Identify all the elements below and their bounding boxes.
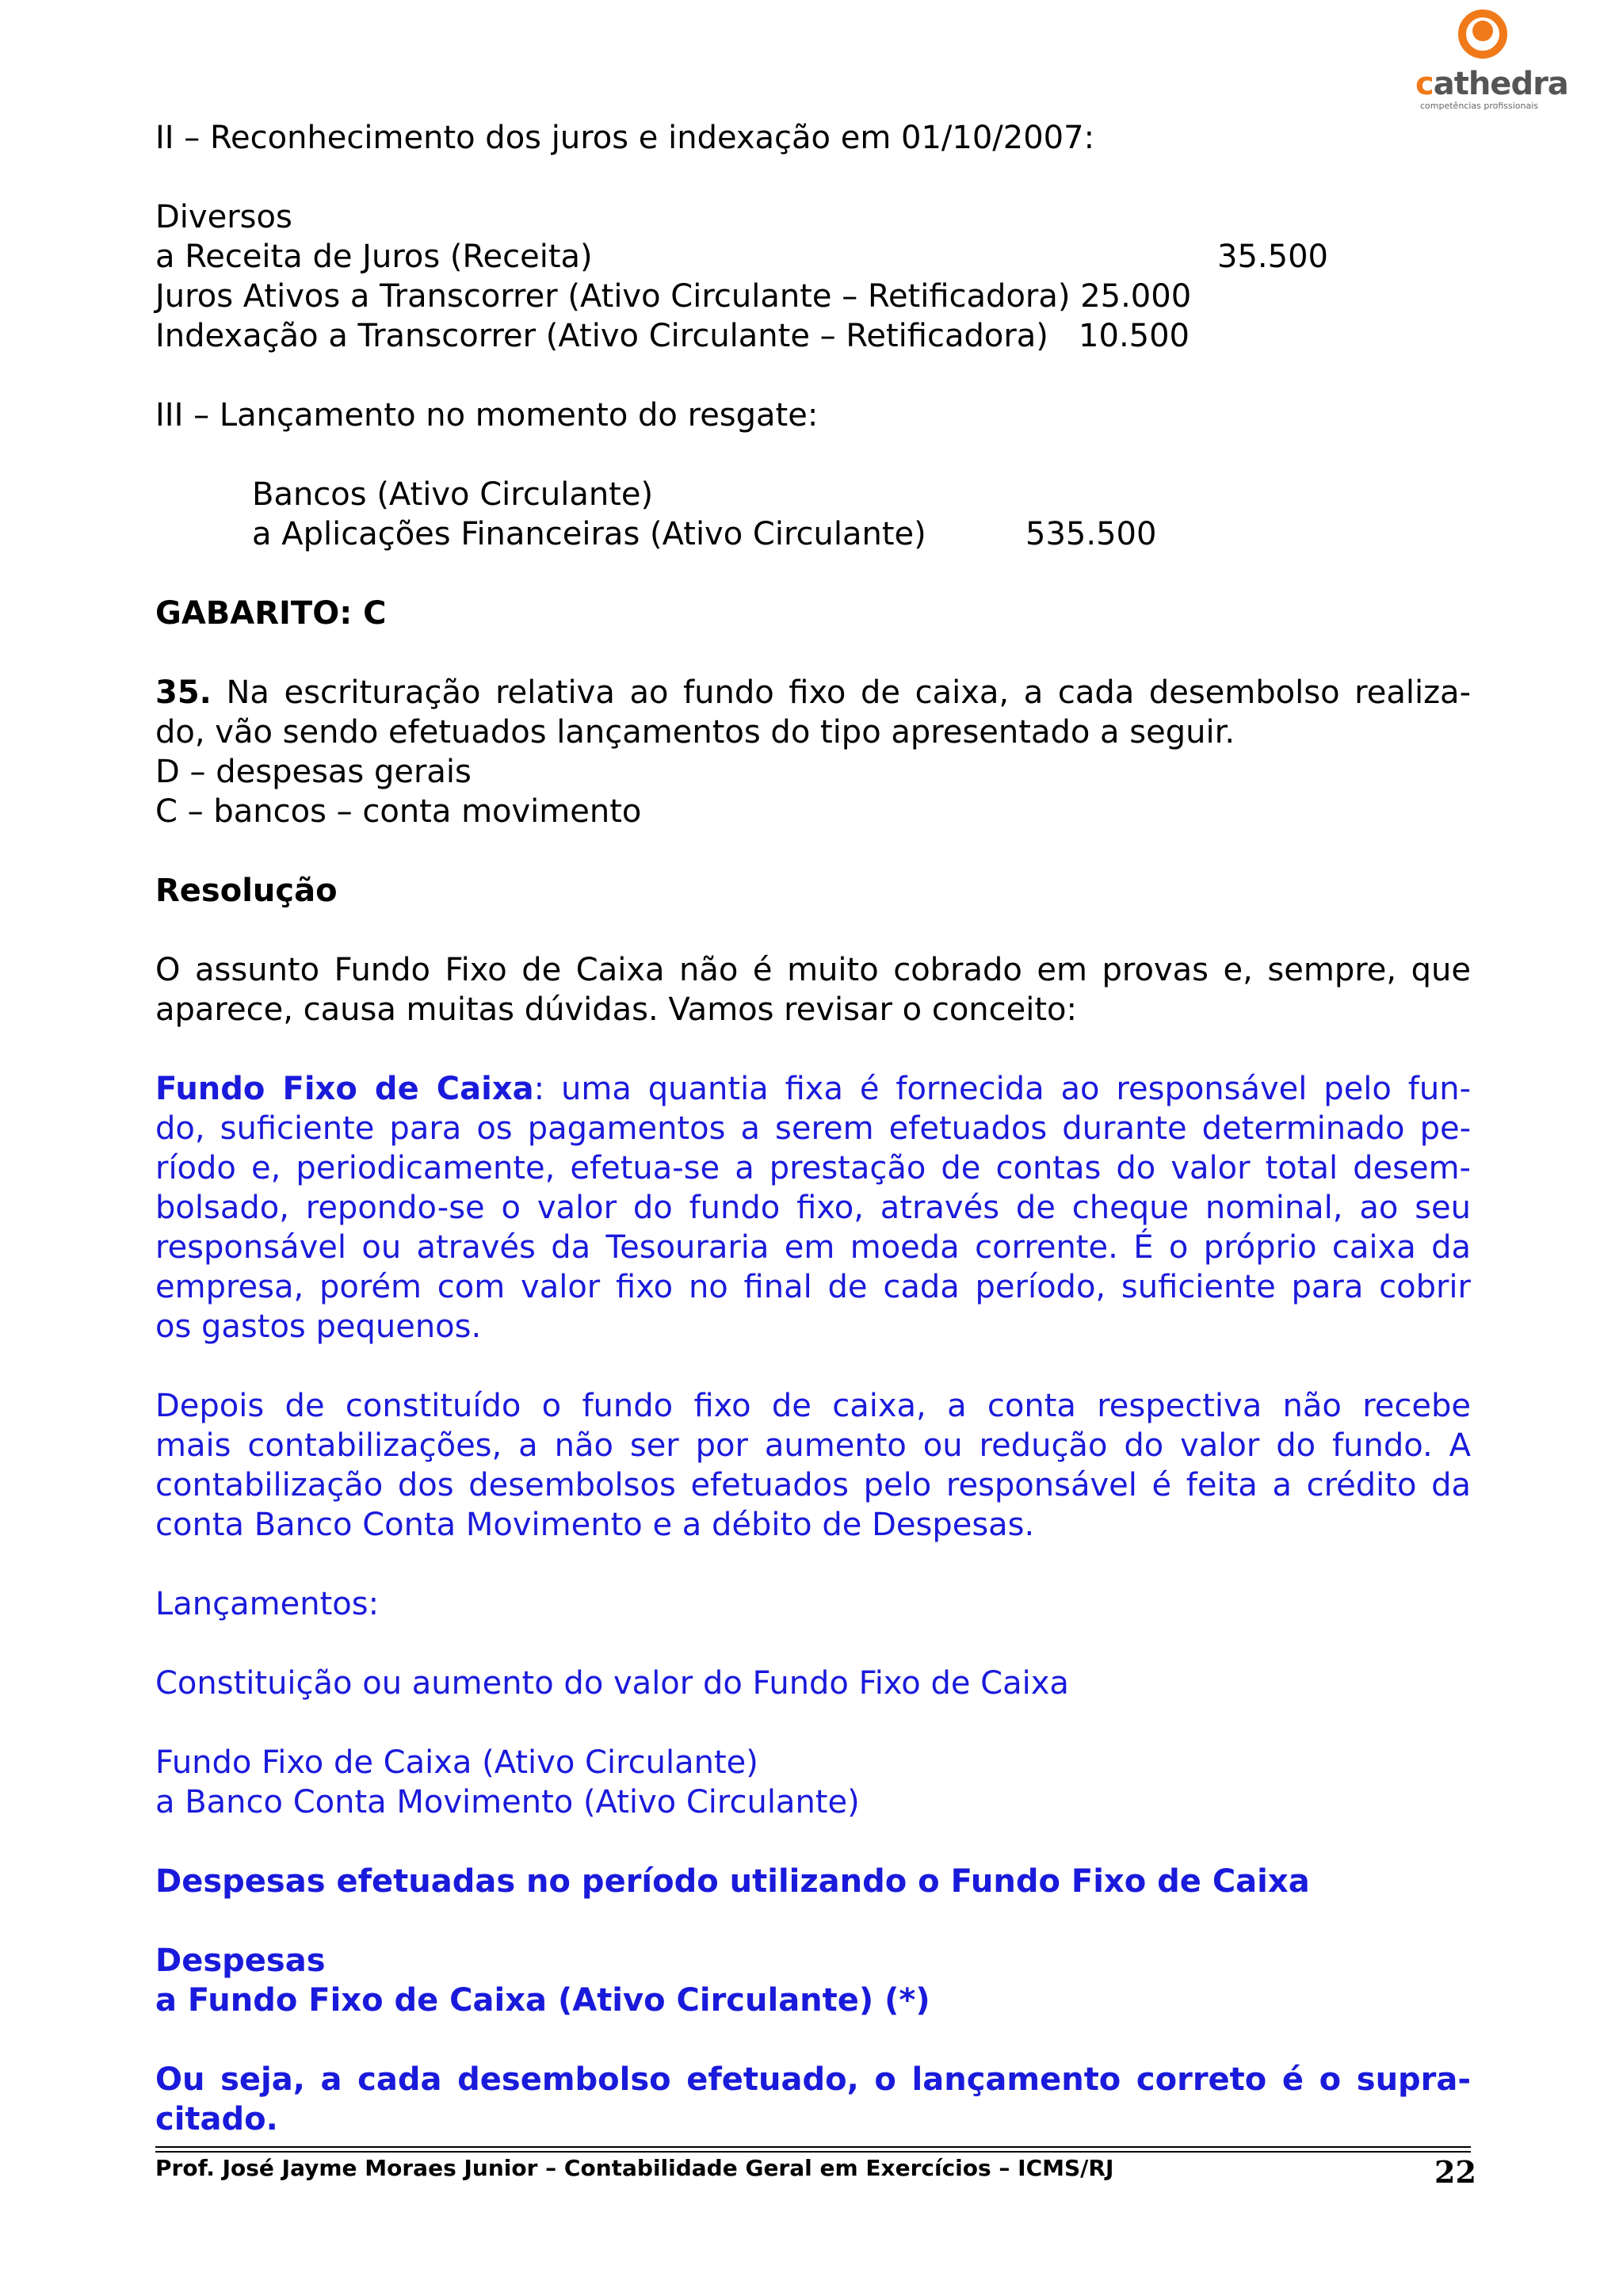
footer-author: Prof. José Jayme Moraes Junior – Contabilidade Geral em Exercícios – ICMS/RJ xyxy=(155,2155,1114,2181)
despesas-debit: Despesas xyxy=(155,1943,326,1979)
ffc-term: Fundo Fixo de Caixa xyxy=(155,1071,534,1107)
question-35-line-1: 35. Na escrituração relativa ao fundo fixo de caixa, a cada desembolso realiza- xyxy=(155,674,1472,711)
entry-indexacao: Indexação a Transcorrer (Ativo Circulante – Retificadora) 10.500 xyxy=(155,318,1190,354)
gabarito: GABARITO: C xyxy=(155,595,387,632)
ffc-definition-line-5: responsável ou através da Tesouraria em moeda corrente. É o próprio caixa da xyxy=(155,1229,1471,1266)
entry-aplicacoes: a Aplicações Financeiras (Ativo Circulante) xyxy=(252,516,926,552)
after-paragraph-line-1: Depois de constituído o fundo fixo de caixa, a conta respectiva não recebe xyxy=(155,1388,1471,1424)
ffc-definition-line-2: do, suficiente para os pagamentos a serem efetuados durante determinado pe- xyxy=(155,1110,1471,1147)
debit-line: D – despesas gerais xyxy=(155,754,472,790)
entry-juros-ativos: Juros Ativos a Transcorrer (Ativo Circulante – Retificadora) 25.000 xyxy=(155,278,1192,315)
constituicao-heading: Constituição ou aumento do valor do Fundo Fixo de Caixa xyxy=(155,1665,1069,1702)
cathedra-logo xyxy=(1415,10,1568,111)
ffc-definition-line-1: Fundo Fixo de Caixa: uma quantia fixa é fornecida ao responsável pelo fun- xyxy=(155,1071,1472,1107)
after-paragraph-line-4: conta Banco Conta Movimento e a débito de Despesas. xyxy=(155,1507,1035,1543)
logo-wordmark: cathedra xyxy=(1415,66,1568,102)
despesas-credit: a Fundo Fixo de Caixa (Ativo Circulante) (*) xyxy=(155,1982,930,2019)
entry-aplicacoes-value: 535.500 xyxy=(1025,516,1157,552)
entry-receita-juros-value: 35.500 xyxy=(1217,239,1328,275)
entry-bancos: Bancos (Ativo Circulante) xyxy=(252,476,654,513)
entry-receita-juros: a Receita de Juros (Receita) xyxy=(155,239,593,275)
question-35-line-2: do, vão sendo efetuados lançamentos do tipo apresentado a seguir. xyxy=(155,714,1235,751)
constituicao-debit: Fundo Fixo de Caixa (Ativo Circulante) xyxy=(155,1744,758,1781)
after-paragraph-line-2: mais contabilizações, a não ser por aumento ou redução do valor do fundo. A xyxy=(155,1427,1471,1464)
page-number: 22 xyxy=(1434,2154,1476,2190)
section-iii-title: III – Lançamento no momento do resgate: xyxy=(155,397,819,434)
intro-line-1: O assunto Fundo Fixo de Caixa não é muito cobrado em provas e, sempre, que xyxy=(155,952,1471,988)
lancamentos-label: Lançamentos: xyxy=(155,1586,380,1622)
constituicao-credit: a Banco Conta Movimento (Ativo Circulante) xyxy=(155,1784,860,1820)
section-ii-title: II – Reconhecimento dos juros e indexação em 01/10/2007: xyxy=(155,120,1095,156)
ffc-definition-line-4: bolsado, repondo-se o valor do fundo fixo, através de cheque nominal, ao seu xyxy=(155,1190,1471,1226)
ffc-definition-line-6: empresa, porém com valor fixo no final de cada período, suficiente para cobrir xyxy=(155,1269,1471,1305)
intro-line-2: aparece, causa muitas dúvidas. Vamos revisar o conceito: xyxy=(155,991,1078,1028)
conclusion-line-1: Ou seja, a cada desembolso efetuado, o lançamento correto é o supra- xyxy=(155,2061,1471,2098)
after-paragraph-line-3: contabilização dos desembolsos efetuados pelo responsável é feita a crédito da xyxy=(155,1467,1471,1503)
logo-tagline: competências profissionais xyxy=(1420,101,1539,111)
resolucao-heading: Resolução xyxy=(155,873,338,909)
question-number: 35. xyxy=(155,674,212,711)
conclusion-line-2: citado. xyxy=(155,2101,278,2137)
credit-line: C – bancos – conta movimento xyxy=(155,793,642,830)
logo-head-icon xyxy=(1472,21,1493,41)
footer-rule-top xyxy=(155,2146,1471,2148)
ffc-definition-line-3: ríodo e, periodicamente, efetua-se a prestação de contas do valor total desem- xyxy=(155,1150,1471,1186)
despesas-heading: Despesas efetuadas no período utilizando o Fundo Fixo de Caixa xyxy=(155,1863,1310,1900)
ffc-definition-line-7: os gastos pequenos. xyxy=(155,1308,482,1345)
diversos-label: Diversos xyxy=(155,199,292,235)
